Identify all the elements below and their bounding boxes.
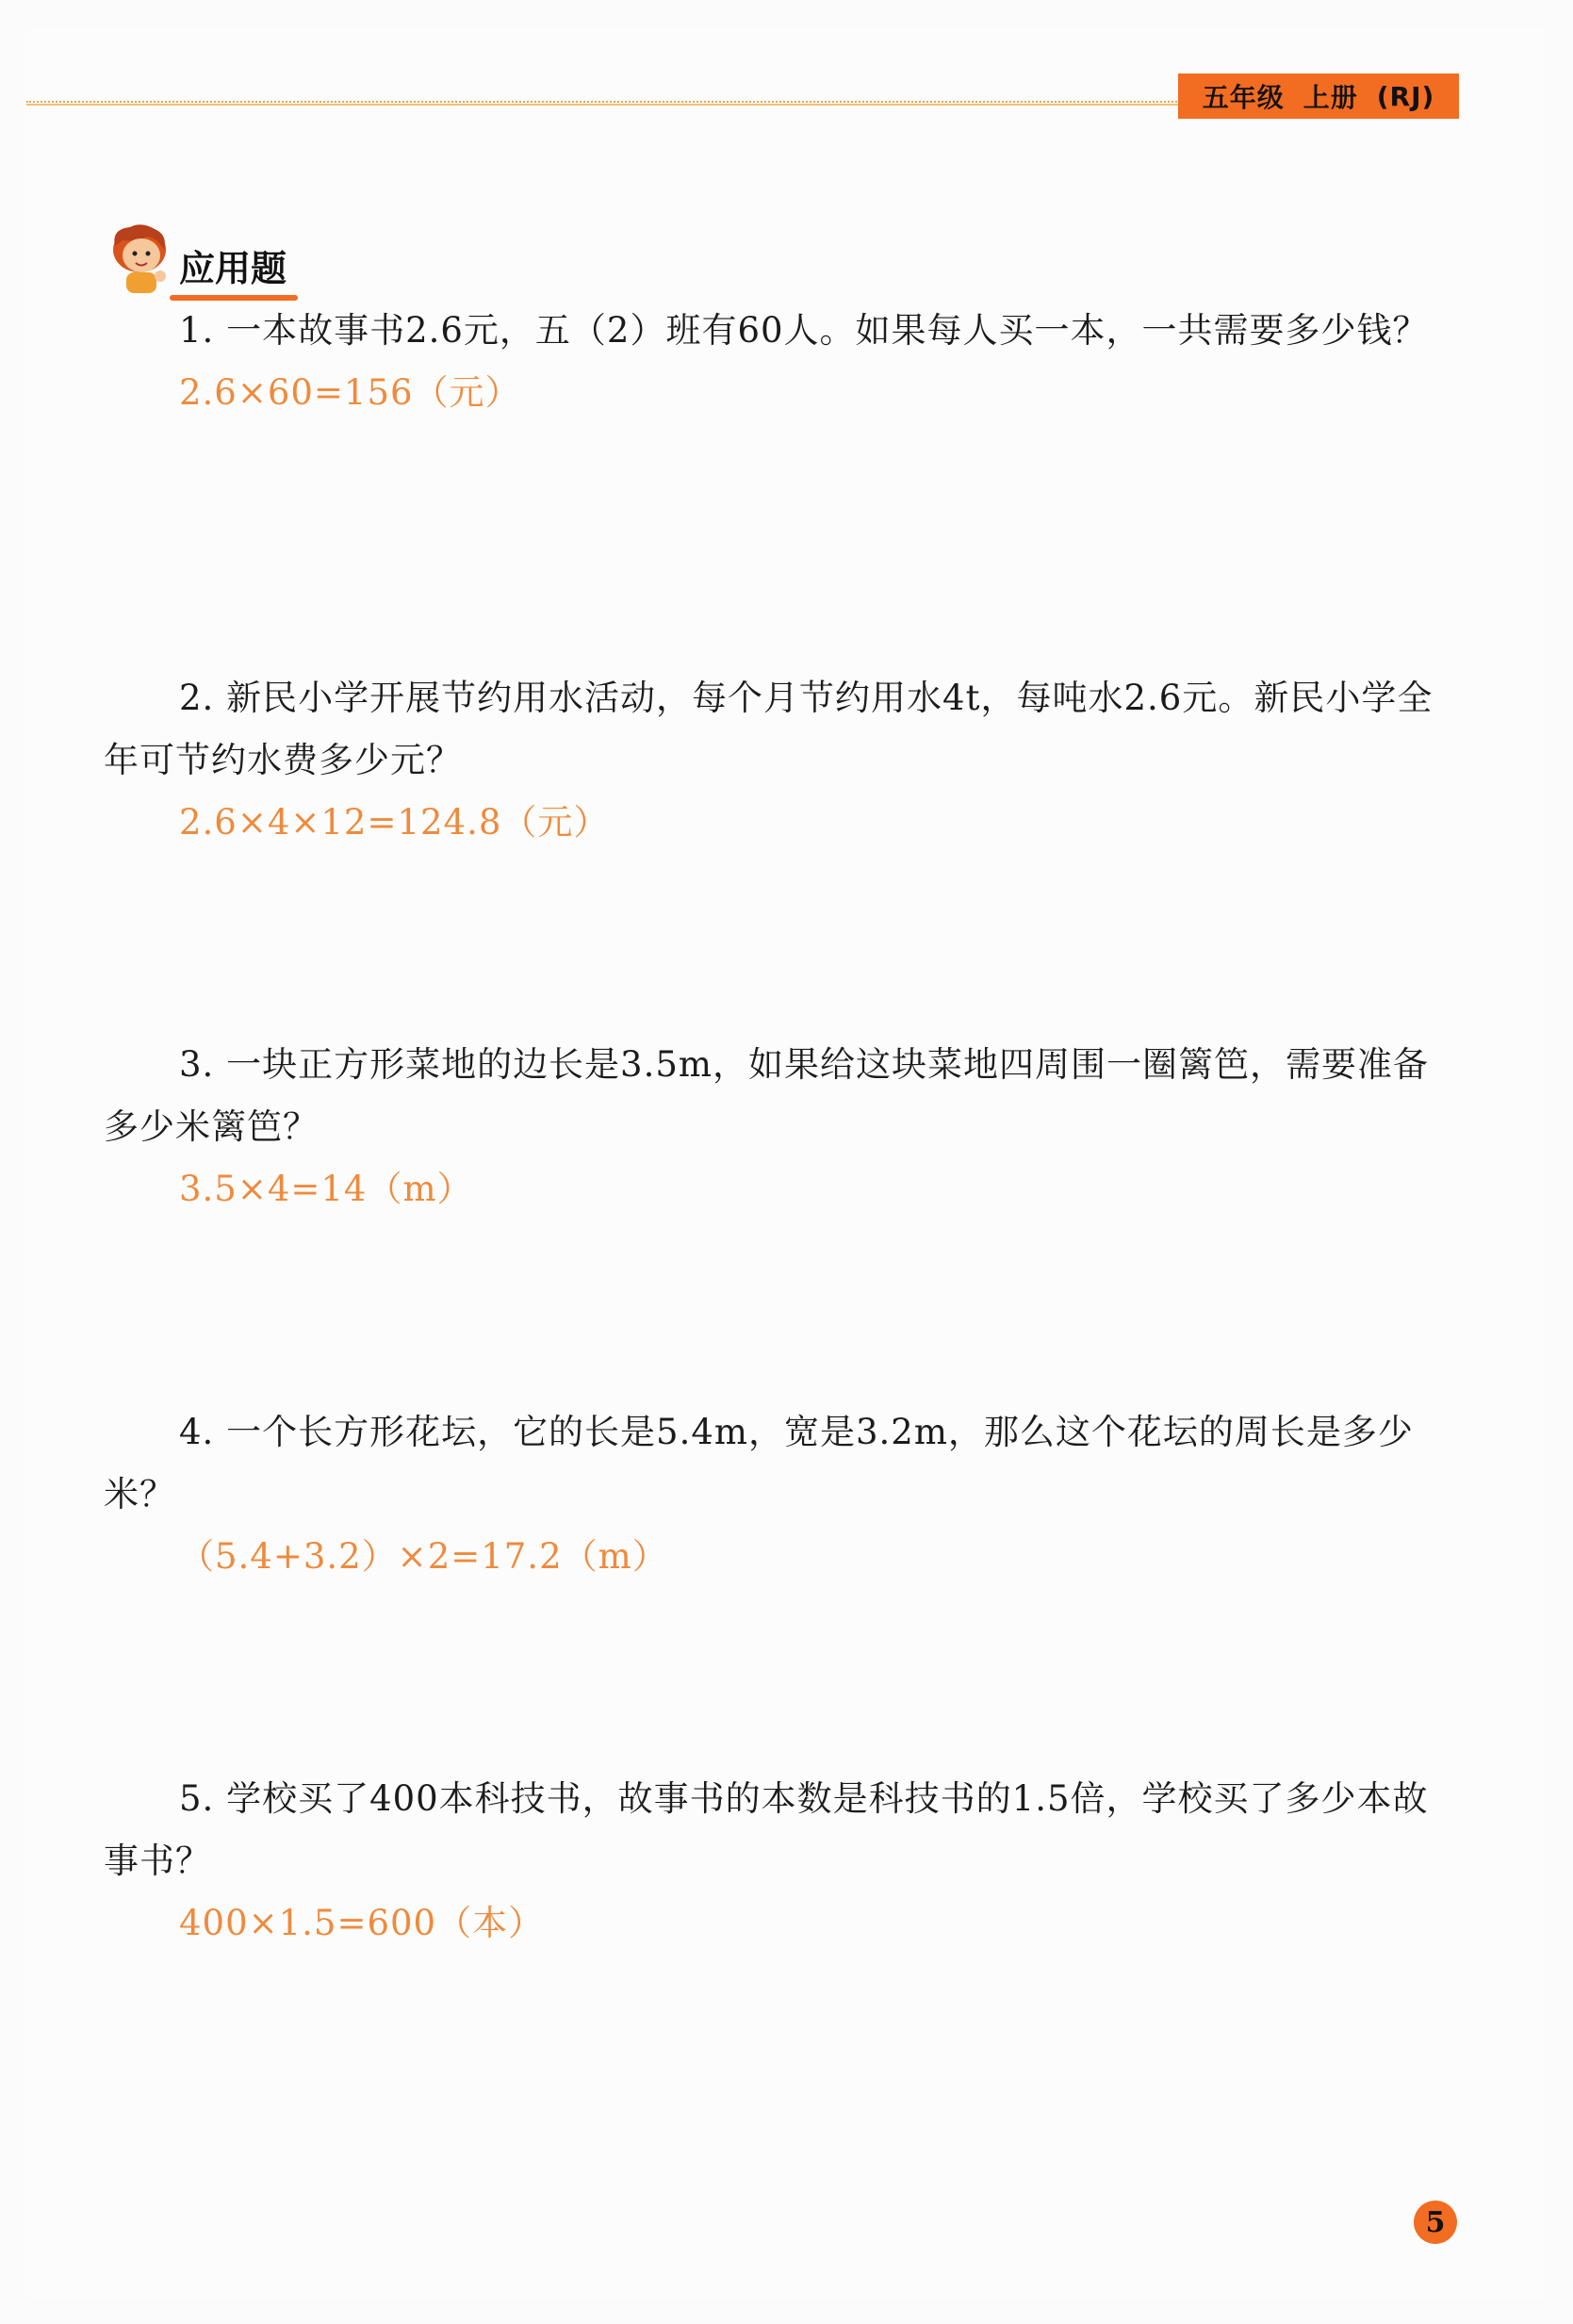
page-number: 5 (1414, 2201, 1457, 2244)
problem-4 (104, 1401, 1461, 1586)
header-rule-line (26, 104, 1181, 106)
problem-answer: （5.4+3.2）×2=17.2（m） (179, 1536, 668, 1577)
cartoon-boy-icon (102, 221, 175, 297)
section-header (102, 221, 287, 297)
grade-label: 五年级 (1202, 82, 1285, 113)
problem-answer: 400×1.5=600（本） (179, 1903, 545, 1943)
problem-answer: 2.6×60=156（元） (179, 372, 521, 413)
problem-1 (104, 300, 1461, 422)
problem-question: 5. 学校买了400本科技书，故事书的本数是科技书的1.5倍，学校买了多少本故事书？ (104, 1778, 1429, 1881)
problem-answer: 3.5×4=14（m） (179, 1169, 473, 1209)
problem-5 (104, 1768, 1461, 1953)
section-title: 应用题 (179, 239, 287, 297)
edition-label: (RJ) (1376, 80, 1435, 112)
problem-question: 4. 一个长方形花坛，它的长是5.4m，宽是3.2m，那么这个花坛的周长是多少米？ (104, 1412, 1414, 1514)
problem-question: 1. 一本故事书2.6元，五（2）班有60人。如果每人买一本，一共需要多少钱？ (179, 310, 1429, 351)
problem-3 (104, 1034, 1461, 1219)
grade-badge (1178, 74, 1459, 119)
problem-question: 2. 新民小学开展节约用水活动，每个月节约用水4t，每吨水2.6元。新民小学全年可节约水费多少元？ (104, 678, 1434, 780)
header-rule (26, 101, 1181, 103)
problem-answer: 2.6×4×12=124.8（元） (179, 802, 610, 843)
problem-question: 3. 一块正方形菜地的边长是3.5m，如果给这块菜地四周围一圈篱笆，需要准备多少米篱笆？ (104, 1044, 1429, 1147)
volume-label: 上册 (1303, 82, 1358, 113)
problem-2 (104, 667, 1461, 852)
